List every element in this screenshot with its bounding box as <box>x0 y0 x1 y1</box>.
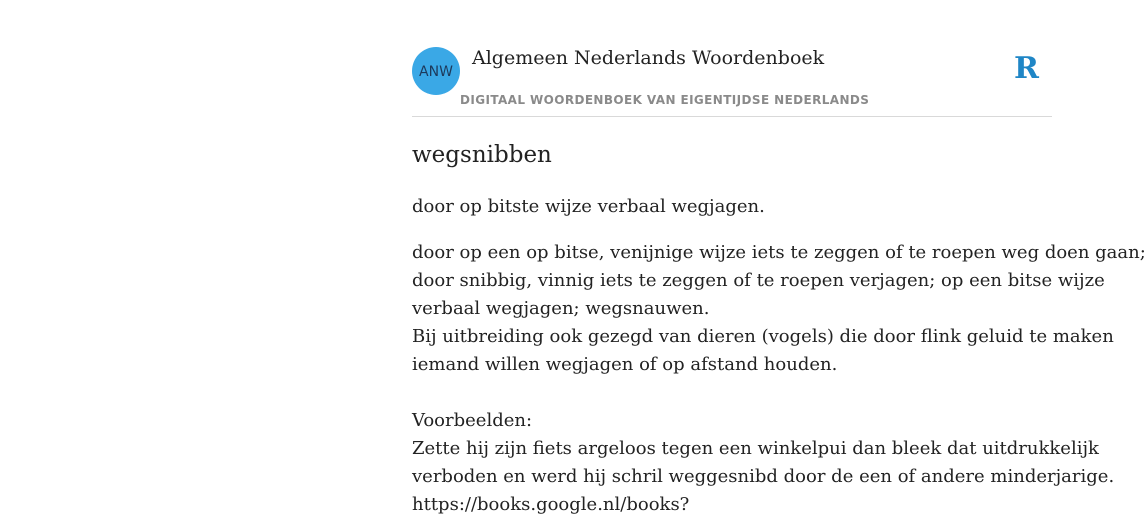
entry-body-line <box>412 379 1052 407</box>
entry-body-line: door snibbig, vinnig iets te zeggen of te roepen verjagen; op een bitse wijze <box>412 270 1105 291</box>
example-text: verboden en werd hij schril weggesnibd door de een of andere minderjarige. <box>412 466 1115 487</box>
entry-body-line: Bij uitbreiding ook gezegd van dieren (vogels) die door flink geluid te maken <box>412 326 1114 347</box>
entry-body-line: verbaal wegjagen; wegsnauwen. <box>412 298 710 319</box>
nav-letter-link[interactable]: R <box>1014 51 1039 86</box>
anw-logo[interactable] <box>412 47 460 95</box>
entry-lemma: wegsnibben <box>412 142 552 168</box>
entry-short-definition: door op bitste wijze verbaal wegjagen. <box>412 196 765 217</box>
site-header <box>412 46 1052 117</box>
entry-body-line: iemand willen wegjagen of op afstand houden. <box>412 354 838 375</box>
entry-body-line: door op een op bitse, venijnige wijze iets te zeggen of te roepen weg doen gaan; <box>412 242 1146 263</box>
example-source-link[interactable]: https://books.google.nl/books? <box>412 494 690 515</box>
anw-logo-mark <box>416 61 456 81</box>
site-title[interactable]: Algemeen Nederlands Woordenboek <box>472 47 825 69</box>
example-text: Zette hij zijn fiets argeloos tegen een winkelpui dan bleek dat uitdrukkelijk <box>412 438 1099 459</box>
site-subtitle: DIGITAAL WOORDENBOEK VAN EIGENTIJDSE NEDERLANDS <box>460 93 870 107</box>
examples-heading: Voorbeelden: <box>412 410 533 431</box>
svg-text:ANW: ANW <box>419 64 453 80</box>
entry-body <box>412 239 1146 519</box>
